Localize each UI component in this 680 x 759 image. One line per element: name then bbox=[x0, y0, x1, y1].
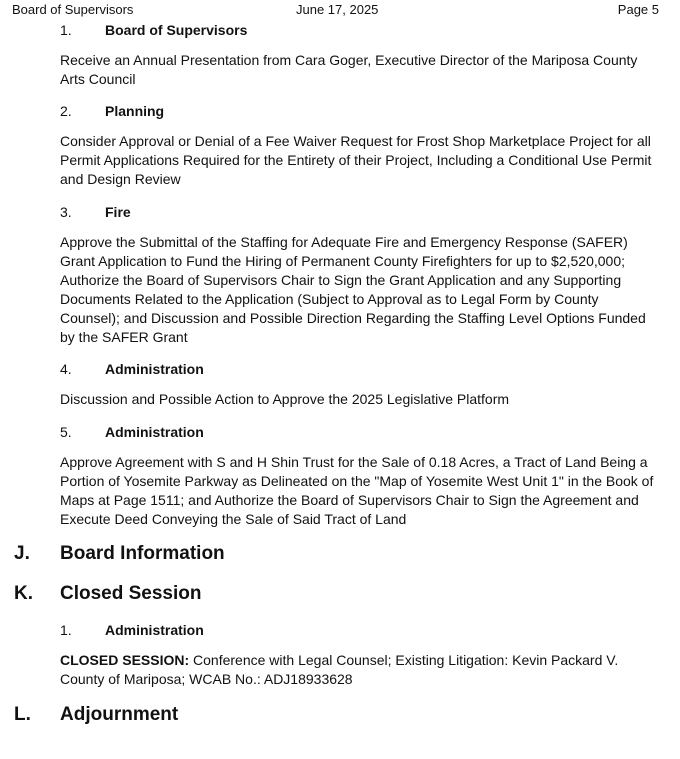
section-j-heading bbox=[0, 543, 680, 567]
item-department: Planning bbox=[105, 103, 165, 119]
item-number: 1. bbox=[60, 622, 72, 638]
item-department: Administration bbox=[105, 622, 204, 638]
agenda-item-1-text: Receive an Annual Presentation from Cara Goger, Executive Director of the Mariposa County Arts Council bbox=[60, 52, 638, 87]
item-number: 2. bbox=[60, 103, 72, 119]
section-letter: K. bbox=[14, 583, 33, 604]
item-department: Administration bbox=[105, 424, 204, 440]
closed-session-description: Conference with Legal Counsel; Existing Litigation: Kevin Packard V. County of Mariposa; WCAB No.: ADJ18933628 bbox=[60, 652, 619, 687]
agenda-item-5-text: Approve Agreement with S and H Shin Trust for the Sale of 0.18 Acres, a Tract of Land Being a Portion of Yosemite Parkway as Delineated on the "Map of Yosemite West Unit 1" in the Book of Maps at Page 1511; and Authorize the Board of Supervisors Chair to Sign the Agreement and Execute Deed Conveying the Sale of Said Tract of Land bbox=[60, 454, 654, 527]
section-title: Closed Session bbox=[60, 583, 202, 604]
agenda-item-3-text: Approve the Submittal of the Staffing for Adequate Fire and Emergency Response (SAFER) Grant Application to Fund the Hiring of Permanent County Firefighters for up to $2,520,000; Authorize the Board of Supervisors Chair to Sign the Grant Application and any Supporting Documents Related to the Application (Subject to Approval as to Legal Form by County Counsel); and Discussion and Possible Direction Regarding the Staffing Level Options Funded by the SAFER Grant bbox=[60, 234, 646, 345]
agenda-item-4-text: Discussion and Possible Action to Approve the 2025 Legislative Platform bbox=[60, 391, 510, 407]
section-letter: L. bbox=[14, 704, 31, 725]
page-header bbox=[0, 2, 680, 20]
closed-session-label: CLOSED SESSION: bbox=[60, 652, 190, 668]
section-letter: J. bbox=[14, 543, 30, 564]
item-number: 1. bbox=[60, 22, 72, 38]
item-number: 4. bbox=[60, 361, 72, 377]
item-number: 3. bbox=[60, 204, 72, 220]
agenda-item-2-text: Consider Approval or Denial of a Fee Waiver Request for Frost Shop Marketplace Project for all Permit Applications Required for the Entirety of their Project, Including a Conditional Use Permit and Design Review bbox=[60, 133, 652, 187]
section-title: Adjournment bbox=[60, 704, 179, 725]
section-l-heading bbox=[0, 704, 680, 728]
item-department: Fire bbox=[105, 204, 131, 220]
header-page-number: Page 5 bbox=[617, 2, 659, 17]
item-number: 5. bbox=[60, 424, 72, 440]
header-date: June 17, 2025 bbox=[296, 2, 379, 17]
section-k-heading bbox=[0, 583, 680, 607]
closed-session-item-1-text bbox=[60, 651, 662, 689]
item-department: Board of Supervisors bbox=[105, 22, 248, 38]
header-board-name: Board of Supervisors bbox=[12, 2, 134, 17]
item-department: Administration bbox=[105, 361, 204, 377]
section-title: Board Information bbox=[60, 543, 225, 564]
